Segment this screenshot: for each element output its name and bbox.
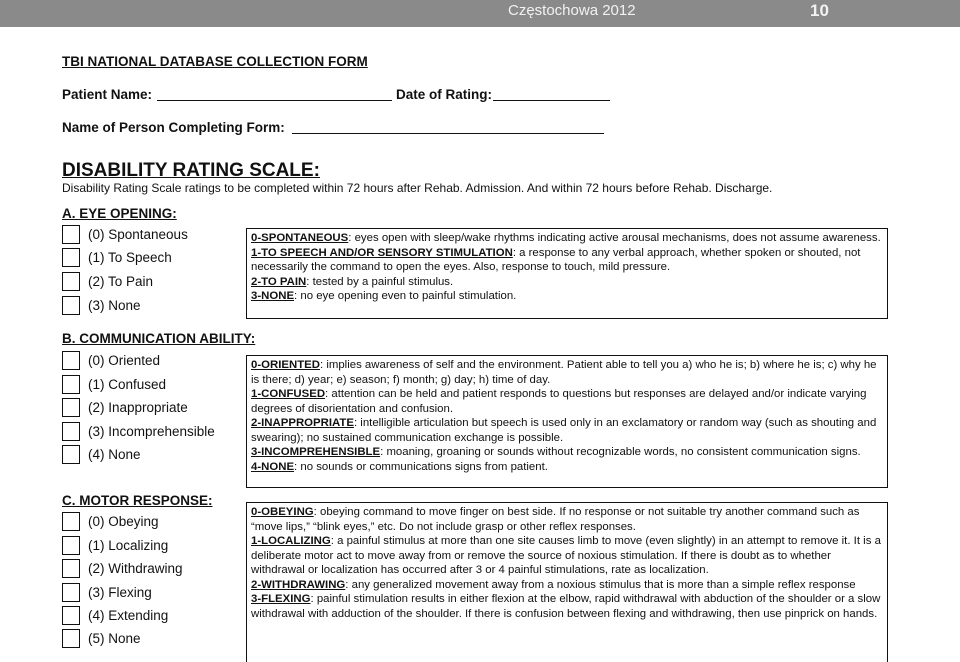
definition-item: 3-FLEXING: painful stimulation results in either flexion at the elbow, rapid withdrawal with abduction of the shoulder or a slow withdrawal with adduction of the shoulder. If there is confusion between flexing and withdrawing, then use pinprick on hands. (251, 593, 881, 620)
date-of-rating-label: Date of Rating: (396, 87, 492, 102)
definition-item: 1-CONFUSED: attention can be held and patient responds to questions but responses are delayed and/or indicate varying degrees of disorientation and confusion. (251, 388, 867, 415)
person-completing-label: Name of Person Completing Form: (62, 120, 285, 135)
person-completing-line[interactable] (292, 133, 604, 134)
option-label: (2) Withdrawing (88, 561, 183, 576)
checkbox[interactable] (62, 629, 80, 648)
option-label: (0) Obeying (88, 514, 159, 529)
section-motor-title: C. MOTOR RESPONSE: (62, 493, 213, 508)
option-eye-2[interactable] (62, 271, 153, 292)
patient-name-line[interactable] (157, 100, 392, 101)
definition-item: 3-INCOMPREHENSIBLE: moaning, groaning or sounds without recognizable words, no consistent communication signs. (251, 446, 861, 458)
checkbox[interactable] (62, 248, 80, 267)
definition-item: 2-WITHDRAWING: any generalized movement away from a noxious stimulus that is more than a simple reflex response (251, 578, 856, 591)
definition-item: 0-ORIENTED: implies awareness of self and the environment. Patient able to tell you a) who he is; b) where he is; c) why he is there; d) year; e) season; f) month; g) day; h) time of day. (251, 359, 877, 386)
motor-definitions-box (246, 502, 888, 662)
definition-item: 1-LOCALIZING: a painful stimulus at more than one site causes limb to move (even slightly) in an attempt to remove it. It is a deliberate motor act to move away from or remove the source of noxious stimulation. If there is doubt as to whether withdrawal or localization has occurred after 3 or 4 painful stimulations, rate as localization. (251, 535, 881, 576)
option-label: (0) Oriented (88, 353, 161, 368)
definition-item: 2-TO PAIN: tested by a painful stimulus. (251, 275, 454, 288)
patient-name-label: Patient Name: (62, 87, 153, 102)
option-eye-1[interactable] (62, 247, 172, 268)
checkbox[interactable] (62, 398, 80, 417)
checkbox[interactable] (62, 445, 80, 464)
checkbox[interactable] (62, 375, 80, 394)
checkbox[interactable] (62, 272, 80, 291)
scale-title: DISABILITY RATING SCALE: (62, 160, 320, 181)
definition-item: 4-NONE: no sounds or communications signs from patient. (251, 460, 548, 473)
slide-header-bar (0, 0, 960, 27)
option-motor-3[interactable] (62, 582, 152, 603)
definition-item: 1-TO SPEECH AND/OR SENSORY STIMULATION: a response to any verbal approach, whether spoken or shouted, not necessarily the command to open the eyes. Also, response to touch, mild pressure. (251, 246, 861, 273)
option-eye-3[interactable] (62, 295, 141, 316)
option-label: (3) None (88, 298, 141, 313)
definition-item: 3-NONE: no eye opening even to painful stimulation. (251, 290, 517, 302)
section-eye-title: A. EYE OPENING: (62, 206, 177, 221)
option-motor-5[interactable] (62, 628, 141, 649)
option-motor-1[interactable] (62, 535, 168, 556)
option-label: (5) None (88, 631, 141, 646)
definition-item: 0-SPONTANEOUS: eyes open with sleep/wake rhythms indicating active arousal mechanisms, does not assume awareness. (251, 232, 881, 244)
checkbox[interactable] (62, 422, 80, 441)
section-communication-title: B. COMMUNICATION ABILITY: (62, 331, 256, 346)
option-label: (2) Inappropriate (88, 400, 188, 415)
option-motor-4[interactable] (62, 605, 168, 626)
form-title: TBI NATIONAL DATABASE COLLECTION FORM (62, 54, 368, 69)
option-eye-0[interactable] (62, 224, 188, 245)
option-communication-1[interactable] (62, 374, 166, 395)
definition-item: 2-INAPPROPRIATE: intelligible articulation but speech is used only in an exclamatory or random way (such as shouting and swearing); no sustained communication exchange is possible. (251, 417, 877, 444)
slide-page-number: 10 (810, 1, 829, 20)
option-label: (0) Spontaneous (88, 227, 188, 242)
option-motor-0[interactable] (62, 511, 159, 532)
checkbox[interactable] (62, 583, 80, 602)
option-label: (2) To Pain (88, 274, 154, 289)
option-communication-3[interactable] (62, 421, 215, 442)
option-label: (3) Flexing (88, 585, 152, 600)
option-label: (4) None (88, 447, 141, 462)
checkbox[interactable] (62, 225, 80, 244)
option-communication-2[interactable] (62, 397, 188, 418)
definition-item: 0-OBEYING: obeying command to move finger on best side. If no response or not suitable try another command such as “move lips,” “blink eyes,” etc. Do not include grasp or other reflex responses. (251, 506, 860, 533)
option-label: (1) Confused (88, 377, 167, 392)
option-label: (1) Localizing (88, 538, 169, 553)
option-label: (1) To Speech (88, 250, 172, 265)
checkbox[interactable] (62, 536, 80, 555)
option-label: (3) Incomprehensible (88, 424, 215, 439)
slide-title: Częstochowa 2012 (508, 2, 636, 19)
option-motor-2[interactable] (62, 558, 183, 579)
option-label: (4) Extending (88, 608, 169, 623)
checkbox[interactable] (62, 606, 80, 625)
scale-subtitle: Disability Rating Scale ratings to be completed within 72 hours after Rehab. Admission. And within 72 hours before Rehab. Discharge. (62, 181, 773, 195)
option-communication-0[interactable] (62, 350, 160, 371)
communication-definitions-box (246, 355, 888, 488)
eye-definitions-box (246, 228, 888, 319)
checkbox[interactable] (62, 559, 80, 578)
checkbox[interactable] (62, 296, 80, 315)
checkbox[interactable] (62, 512, 80, 531)
checkbox[interactable] (62, 351, 80, 370)
option-communication-4[interactable] (62, 444, 141, 465)
date-of-rating-line[interactable] (493, 100, 610, 101)
